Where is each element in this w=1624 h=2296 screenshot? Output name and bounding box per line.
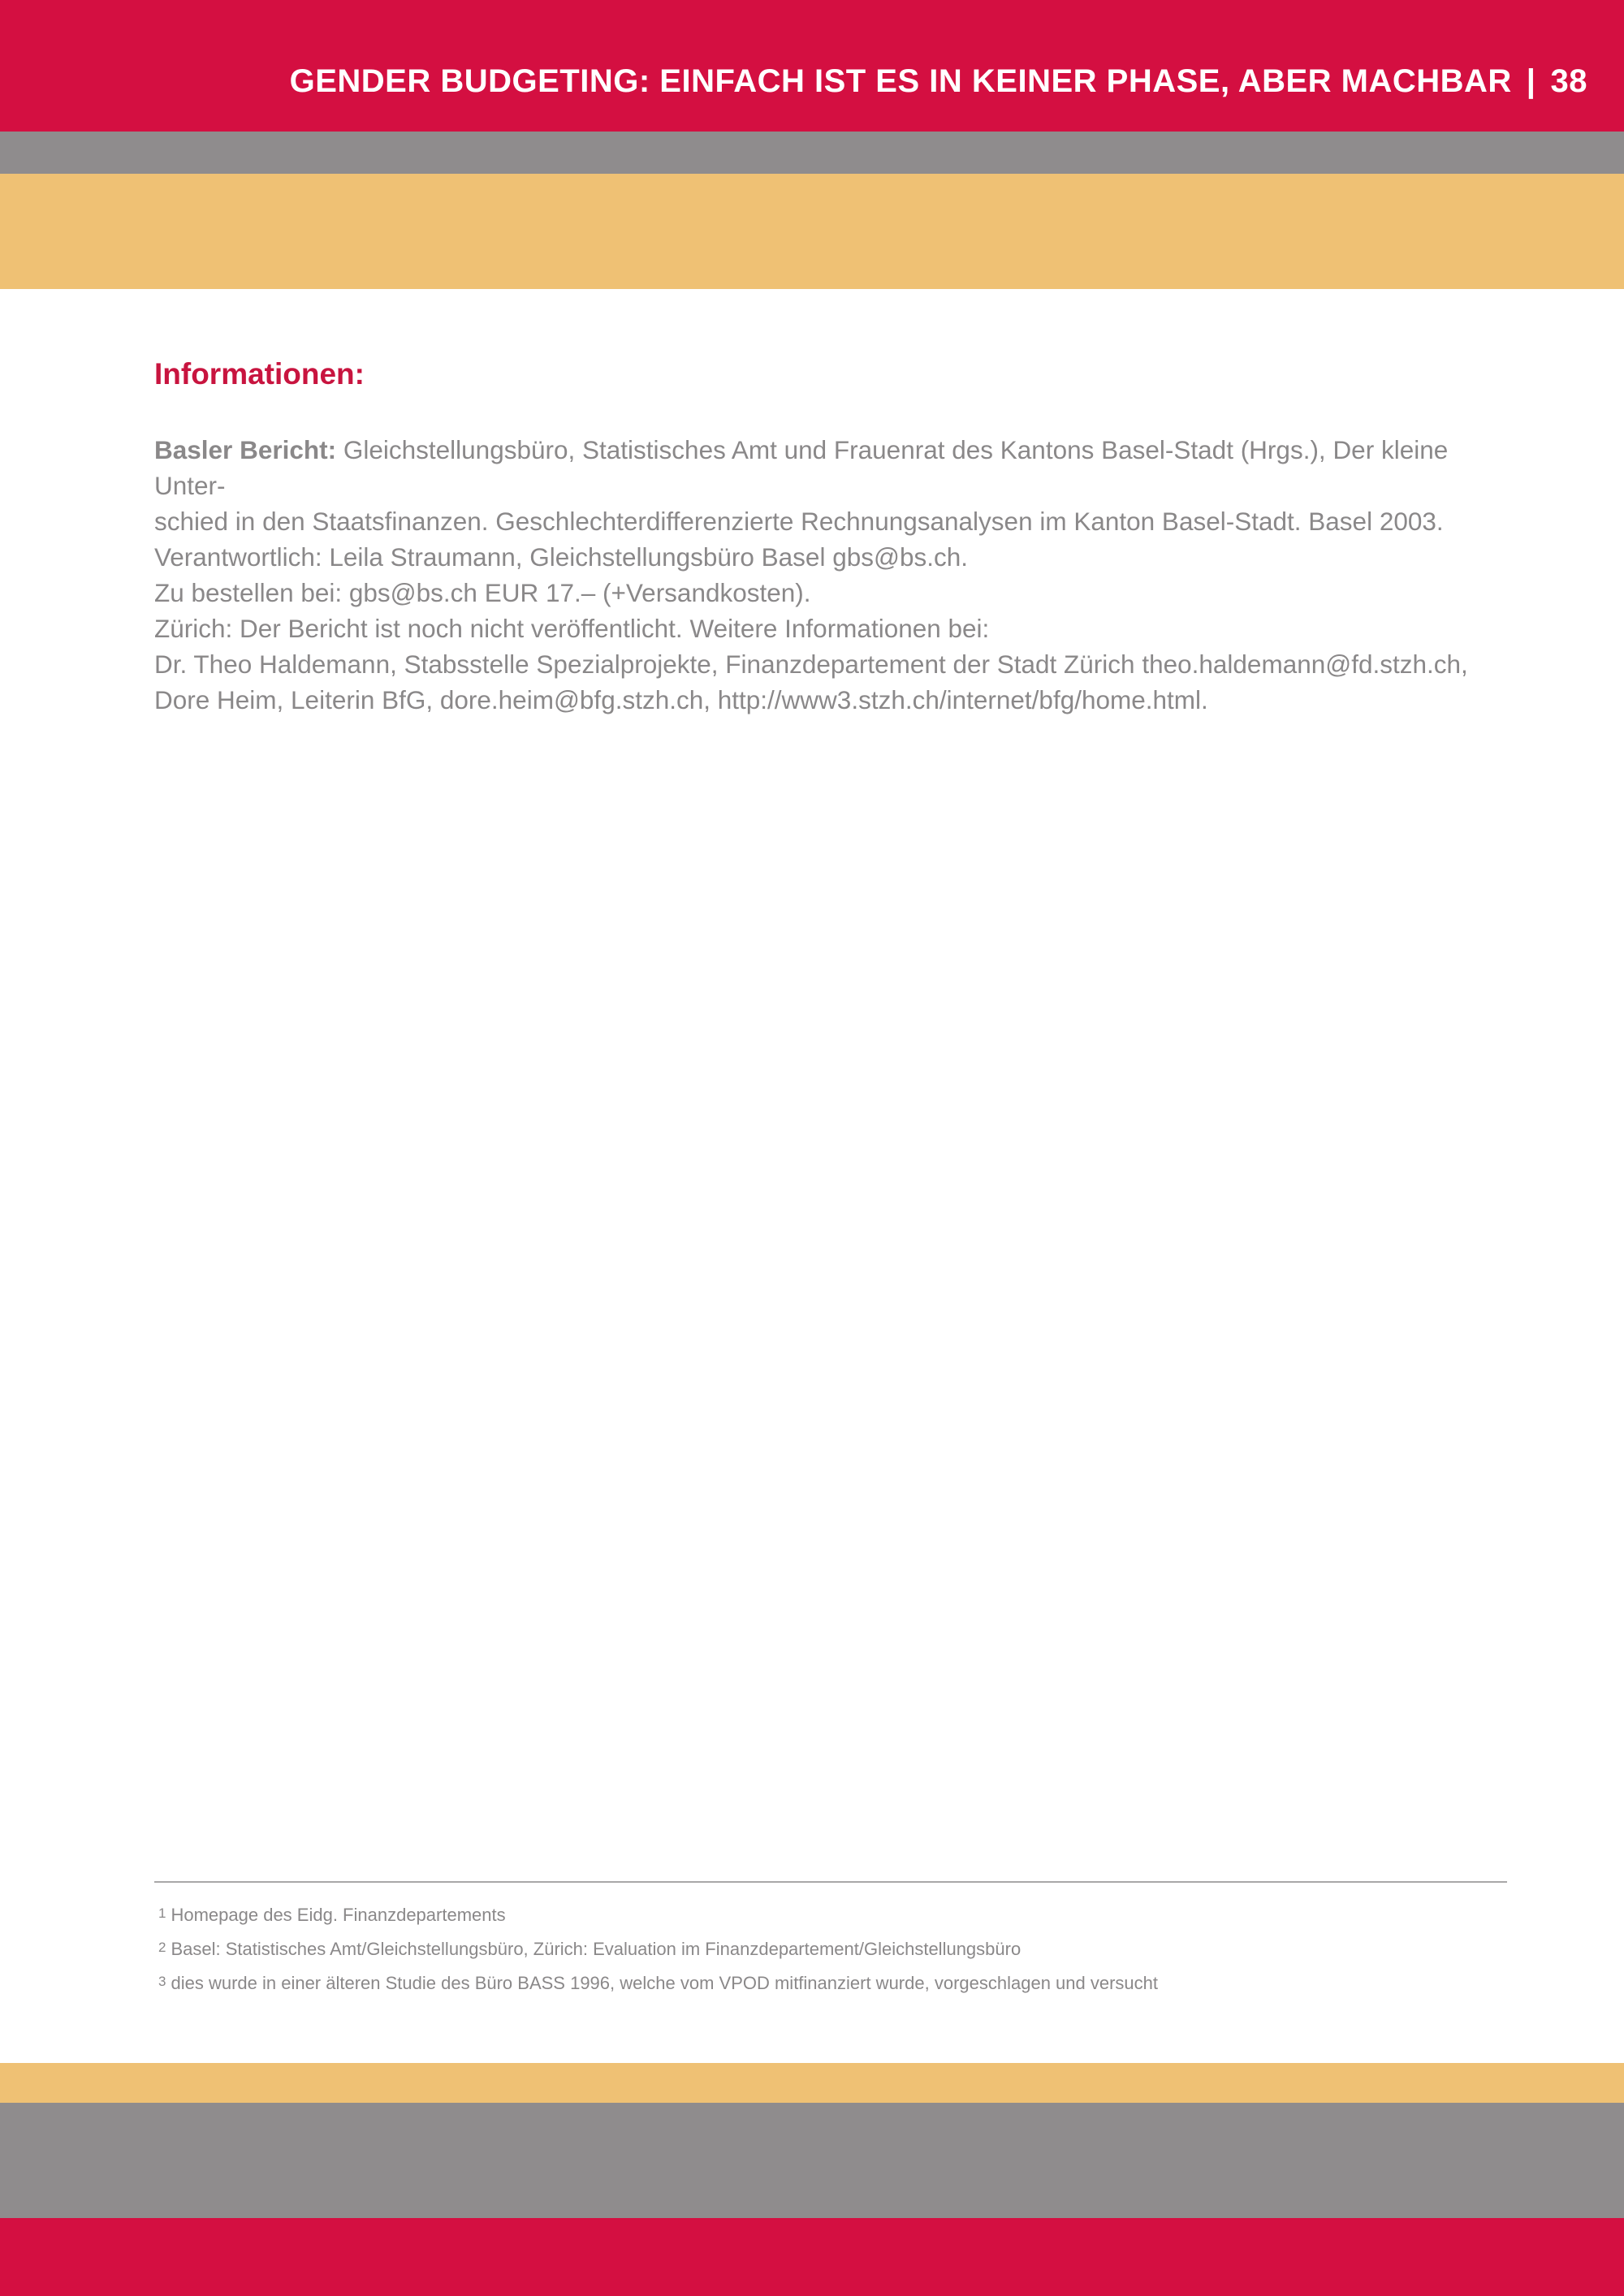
- text-line: Dore Heim, Leiterin BfG, dore.heim@bfg.stzh.ch, http://www3.stzh.ch/internet/bfg/home.html.: [154, 685, 1208, 714]
- text-line: Dr. Theo Haldemann, Stabsstelle Spezialprojekte, Finanzdepartement der Stadt Zürich theo.haldemann@fd.stzh.ch,: [154, 650, 1468, 679]
- footnote: [158, 1897, 1506, 1931]
- page-number: 38: [1550, 63, 1587, 99]
- footnotes: [158, 1897, 1506, 2000]
- footnote-divider: [154, 1881, 1507, 1883]
- footnote-number: 3: [158, 1974, 166, 1989]
- header-red-band: [0, 0, 1624, 132]
- running-title: [290, 63, 1587, 100]
- footer-gray-band: [0, 2103, 1624, 2218]
- running-title-text: GENDER BUDGETING: EINFACH IST ES IN KEINER PHASE, ABER MACHBAR: [289, 63, 1512, 99]
- footnote-text: Basel: Statistisches Amt/Gleichstellungsbüro, Zürich: Evaluation im Finanzdepartement/Gleichstellungsbüro: [171, 1939, 1021, 1959]
- footnote-number: 2: [158, 1940, 166, 1955]
- text-line: Zu bestellen bei: gbs@bs.ch EUR 17.– (+Versandkosten).: [154, 578, 811, 607]
- main-content: [154, 357, 1502, 718]
- text-line: Zürich: Der Bericht ist noch nicht veröffentlicht. Weitere Informationen bei:: [154, 614, 990, 643]
- text-line: schied in den Staatsfinanzen. Geschlechterdifferenzierte Rechnungsanalysen im Kanton Basel-Stadt. Basel 2003.: [154, 507, 1444, 536]
- content-heading: Informationen:: [154, 357, 365, 391]
- footnote-text: Homepage des Eidg. Finanzdepartements: [171, 1905, 506, 1925]
- info-paragraph: [154, 432, 1502, 718]
- lead-label: Basler Bericht:: [154, 435, 337, 464]
- footer-red-band: [0, 2218, 1624, 2296]
- footnote: [158, 1966, 1506, 2000]
- footer-yellow-band: [0, 2063, 1624, 2103]
- section-title: Informationen: [1267, 379, 1506, 430]
- text-line: Gleichstellungsbüro, Statistisches Amt und Frauenrat des Kantons Basel-Stadt (Hrgs.), Der kleine Unter-: [154, 435, 1449, 500]
- header-gray-band: [0, 132, 1624, 174]
- running-title-separator: |: [1526, 63, 1536, 99]
- text-line: Verantwortlich: Leila Straumann, Gleichstellungsbüro Basel gbs@bs.ch.: [154, 542, 969, 572]
- footnote-text: dies wurde in einer älteren Studie des Büro BASS 1996, welche vom VPOD mitfinanziert wurde, vorgeschlagen und versucht: [171, 1973, 1159, 1993]
- footnote-number: 1: [158, 1905, 166, 1921]
- footnote: [158, 1931, 1506, 1966]
- section-band: [0, 174, 1624, 430]
